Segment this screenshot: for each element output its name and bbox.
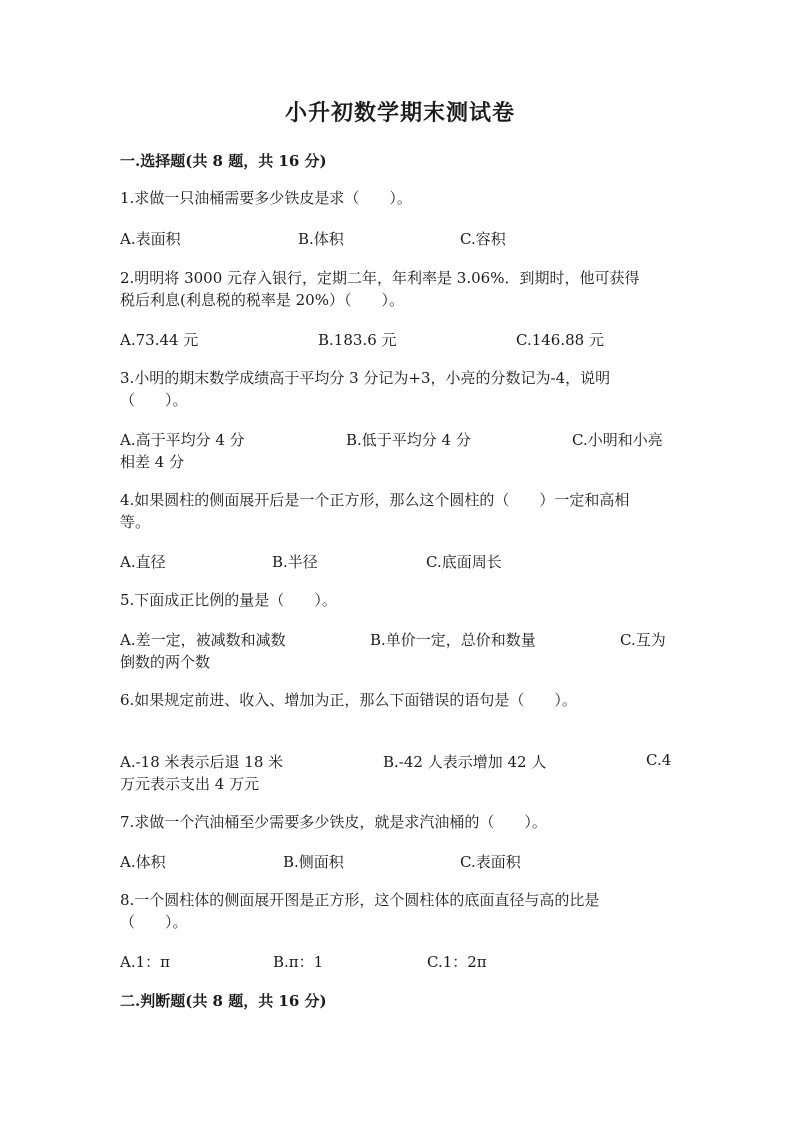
question-3-stem-line-1: 3.小明的期末数学成绩高于平均分 3 分记为+3，小亮的分数记为-4，说明 — [120, 369, 611, 387]
question-2-option-a: A.73.44 元 — [120, 331, 199, 349]
question-4-stem-line-2: 等。 — [120, 513, 151, 531]
question-3-option-c-wrap: 相差 4 分 — [120, 453, 185, 471]
question-1-option-c: C.容积 — [460, 230, 506, 248]
question-6-option-c-wrap: 万元表示支出 4 万元 — [120, 775, 260, 793]
question-3-stem-line-2: （ ）。 — [120, 391, 188, 409]
question-4-option-a: A.直径 — [120, 553, 166, 571]
question-3-option-c: C.小明和小亮 — [572, 431, 663, 449]
question-1-option-b: B.体积 — [298, 230, 344, 248]
question-6-stem: 6.如果规定前进、收入、增加为正，那么下面错误的语句是（ ）。 — [120, 691, 577, 709]
question-6-option-c: C.4 — [646, 751, 672, 769]
question-7-option-a: A.体积 — [120, 853, 166, 871]
question-3-option-b: B.低于平均分 4 分 — [346, 431, 471, 449]
question-2-option-c: C.146.88 元 — [516, 331, 604, 349]
question-8-option-a: A.1：π — [120, 953, 171, 971]
question-8-option-c: C.1：2π — [427, 953, 487, 971]
question-5-option-c-wrap: 倒数的两个数 — [120, 653, 211, 671]
question-6-option-b: B.-42 人表示增加 42 人 — [383, 753, 547, 771]
question-5-stem: 5.下面成正比例的量是（ ）。 — [120, 591, 337, 609]
question-5-option-b: B.单价一定，总价和数量 — [370, 631, 536, 649]
question-8-stem-line-2: （ ）。 — [120, 913, 188, 931]
question-7-option-b: B.侧面积 — [283, 853, 344, 871]
page-title: 小升初数学期末测试卷 — [284, 100, 515, 126]
section-heading-judgment: 二.判断题(共 8 题，共 16 分) — [120, 992, 327, 1010]
question-7-stem: 7.求做一个汽油桶至少需要多少铁皮，就是求汽油桶的（ ）。 — [120, 813, 547, 831]
question-2-option-b: B.183.6 元 — [318, 331, 397, 349]
question-5-option-c: C.互为 — [620, 631, 666, 649]
question-2-stem-line-1: 2.明明将 3000 元存入银行，定期二年，年利率是 3.06%．到期时，他可获得 — [120, 269, 640, 287]
section-heading-choice: 一.选择题(共 8 题，共 16 分) — [120, 152, 327, 170]
question-8-stem-line-1: 8.一个圆柱体的侧面展开图是正方形，这个圆柱体的底面直径与高的比是 — [120, 891, 600, 909]
question-6-option-a: A.-18 米表示后退 18 米 — [120, 753, 284, 771]
question-1-stem: 1.求做一只油桶需要多少铁皮是求（ ）。 — [120, 189, 412, 207]
question-1-option-a: A.表面积 — [120, 230, 181, 248]
question-4-option-c: C.底面周长 — [426, 553, 502, 571]
question-4-stem-line-1: 4.如果圆柱的侧面展开后是一个正方形，那么这个圆柱的（ ）一定和高相 — [120, 491, 630, 509]
question-7-option-c: C.表面积 — [460, 853, 521, 871]
question-3-option-a: A.高于平均分 4 分 — [120, 431, 245, 449]
question-5-option-a: A.差一定，被减数和减数 — [120, 631, 286, 649]
question-4-option-b: B.半径 — [272, 553, 318, 571]
question-2-stem-line-2: 税后利息(利息税的税率是 20%）（ ）。 — [120, 291, 404, 309]
question-8-option-b: B.π：1 — [273, 953, 324, 971]
